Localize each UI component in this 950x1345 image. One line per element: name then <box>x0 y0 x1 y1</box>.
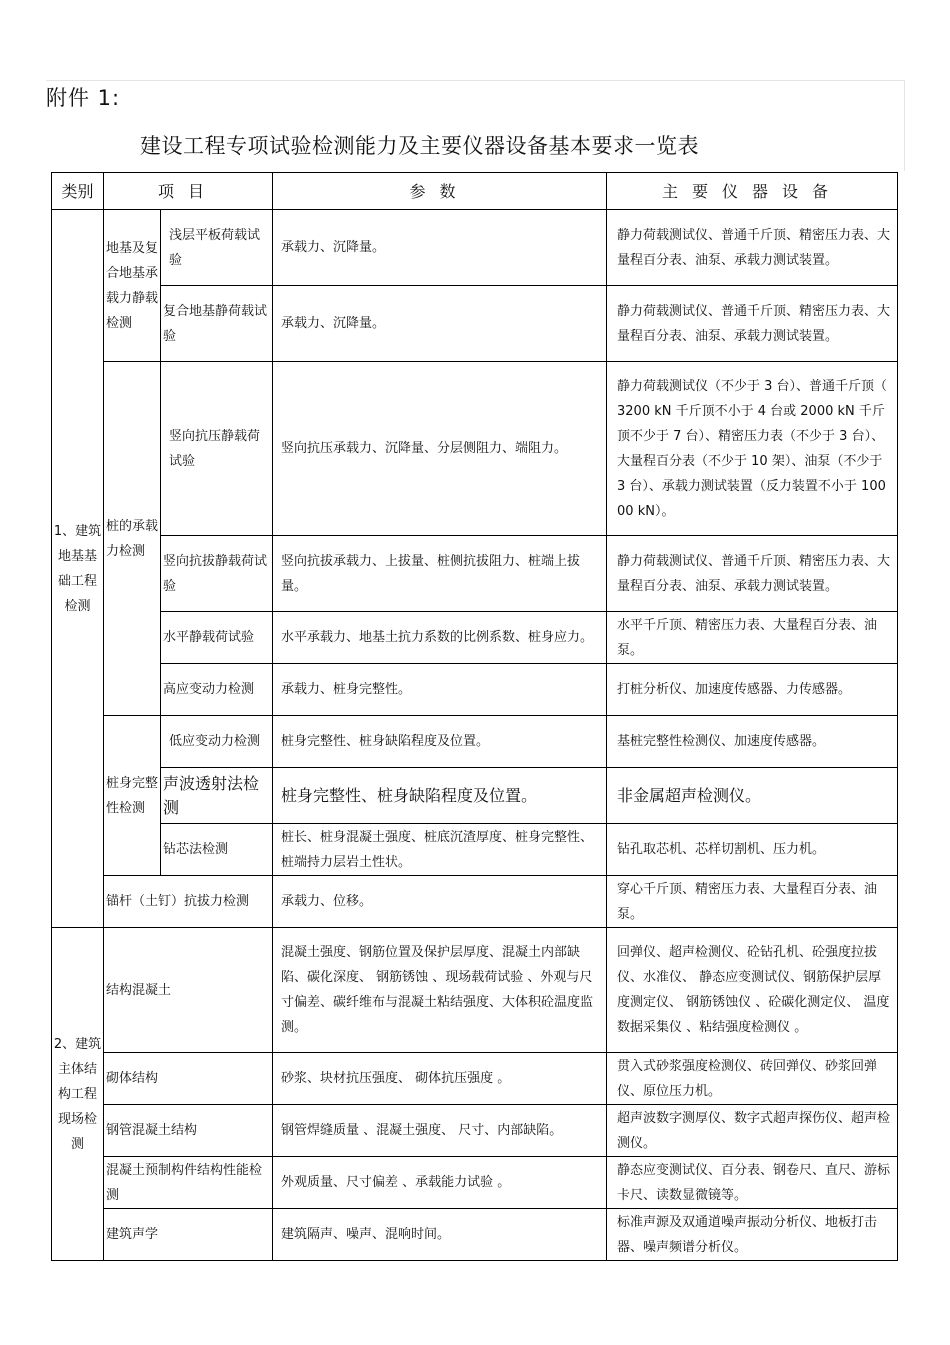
param-cell: 竖向抗拔承载力、上拔量、桩侧抗拔阻力、桩端上拔量。 <box>273 536 607 612</box>
item-cell: 浅层平板荷载试验 <box>161 210 273 286</box>
param-cell: 桩身完整性、桩身缺陷程度及位置。 <box>273 768 607 824</box>
item-cell: 砌体结构 <box>104 1053 273 1105</box>
equipment-cell: 回弹仪、超声检测仪、砼钻孔机、砼强度拉拔仪、水准仪、 静态应变测试仪、钢筋保护层厚度测定仪、 钢筋锈蚀仪 、砼碳化测定仪、 温度数据采集仪 、粘结强度检测仪 。 <box>607 928 898 1053</box>
equipment-cell: 静态应变测试仪、百分表、钢卷尺、直尺、游标卡尺、读数显微镜等。 <box>607 1157 898 1209</box>
item-cell: 声波透射法检测 <box>161 768 273 824</box>
group-foundation-bearing: 地基及复合地基承载力静载检测 <box>104 210 161 362</box>
table-row <box>52 824 898 876</box>
header-item: 项目 <box>104 173 273 210</box>
param-cell: 水平承载力、地基土抗力系数的比例系数、桩身应力。 <box>273 612 607 664</box>
equipment-cell: 静力荷载测试仪、普通千斤顶、精密压力表、大量程百分表、油泵、承载力测试装置。 <box>607 286 898 362</box>
item-cell: 低应变动力检测 <box>161 716 273 768</box>
table-row <box>52 768 898 824</box>
equipment-cell: 超声波数字测厚仪、数字式超声探伤仪、超声检测仪。 <box>607 1105 898 1157</box>
item-cell: 混凝土预制构件结构性能检测 <box>104 1157 273 1209</box>
item-cell: 钢管混凝土结构 <box>104 1105 273 1157</box>
item-cell: 锚杆（土钉）抗拔力检测 <box>104 876 273 928</box>
table-row <box>52 612 898 664</box>
table-row <box>52 928 898 1053</box>
table-row <box>52 1157 898 1209</box>
item-cell: 钻芯法检测 <box>161 824 273 876</box>
equipment-cell: 静力荷载测试仪、普通千斤顶、精密压力表、大量程百分表、油泵、承载力测试装置。 <box>607 536 898 612</box>
document-title: 建设工程专项试验检测能力及主要仪器设备基本要求一览表 <box>140 134 699 158</box>
equipment-cell: 钻孔取芯机、芯样切割机、压力机。 <box>607 824 898 876</box>
param-cell: 桩长、桩身混凝土强度、桩底沉渣厚度、桩身完整性、桩端持力层岩土性状。 <box>273 824 607 876</box>
table-row <box>52 716 898 768</box>
param-cell: 承载力、位移。 <box>273 876 607 928</box>
item-cell: 建筑声学 <box>104 1209 273 1261</box>
category-main-structure: 2、建筑主体结构工程现场检测 <box>52 928 104 1261</box>
header-equipment: 主要仪器设备 <box>607 173 898 210</box>
item-cell: 复合地基静荷载试验 <box>161 286 273 362</box>
param-cell: 钢管焊缝质量 、混凝土强度、 尺寸、内部缺陷。 <box>273 1105 607 1157</box>
item-cell: 高应变动力检测 <box>161 664 273 716</box>
param-cell: 建筑隔声、噪声、混响时间。 <box>273 1209 607 1261</box>
table-row <box>52 1209 898 1261</box>
item-cell: 竖向抗拔静载荷试验 <box>161 536 273 612</box>
item-cell: 竖向抗压静载荷试验 <box>161 362 273 536</box>
item-cell: 水平静载荷试验 <box>161 612 273 664</box>
table-header-row <box>52 173 898 210</box>
param-cell: 砂浆、块材抗压强度、 砌体抗压强度 。 <box>273 1053 607 1105</box>
category-foundation: 1、建筑地基基础工程检测 <box>52 210 104 928</box>
equipment-cell: 静力荷载测试仪（不少于 3 台）、普通千斤顶（ 3200 kN 千斤顶不小于 4 台或 2000 kN 千斤顶不少于 7 台）、精密压力表（不少于 3 台）、大量程百分表（不少于 10 架）、油泵（不少于 3 台）、承载力测试装置（反力装置不小于 10000 kN）。 <box>607 362 898 536</box>
attachment-label: 附件 1: <box>46 86 121 110</box>
param-cell: 承载力、桩身完整性。 <box>273 664 607 716</box>
equipment-cell: 标准声源及双通道噪声振动分析仪、地板打击器、噪声频谱分析仪。 <box>607 1209 898 1261</box>
table-row <box>52 664 898 716</box>
table-row <box>52 210 898 286</box>
group-pile-bearing: 桩的承载力检测 <box>104 362 161 716</box>
equipment-cell: 非金属超声检测仪。 <box>607 768 898 824</box>
item-cell: 结构混凝土 <box>104 928 273 1053</box>
param-cell: 承载力、沉降量。 <box>273 286 607 362</box>
table-row <box>52 1053 898 1105</box>
table-row <box>52 1105 898 1157</box>
equipment-cell: 静力荷载测试仪、普通千斤顶、精密压力表、大量程百分表、油泵、承载力测试装置。 <box>607 210 898 286</box>
requirements-table <box>51 172 898 1261</box>
equipment-cell: 穿心千斤顶、精密压力表、大量程百分表、油泵。 <box>607 876 898 928</box>
equipment-cell: 基桩完整性检测仪、加速度传感器。 <box>607 716 898 768</box>
table-row <box>52 286 898 362</box>
table-row <box>52 362 898 536</box>
param-cell: 承载力、沉降量。 <box>273 210 607 286</box>
table-row <box>52 536 898 612</box>
header-parameters: 参数 <box>273 173 607 210</box>
header-category: 类别 <box>52 173 104 210</box>
group-pile-integrity: 桩身完整性检测 <box>104 716 161 876</box>
param-cell: 竖向抗压承载力、沉降量、分层侧阻力、端阻力。 <box>273 362 607 536</box>
equipment-cell: 打桩分析仪、加速度传感器、力传感器。 <box>607 664 898 716</box>
param-cell: 混凝土强度、钢筋位置及保护层厚度、混凝土内部缺陷、碳化深度、 钢筋锈蚀 、现场载荷试验 、外观与尺寸偏差、碳纤维布与混凝土粘结强度、大体积砼温度监测。 <box>273 928 607 1053</box>
param-cell: 外观质量、尺寸偏差 、承载能力试验 。 <box>273 1157 607 1209</box>
table-row <box>52 876 898 928</box>
equipment-cell: 水平千斤顶、精密压力表、大量程百分表、油泵。 <box>607 612 898 664</box>
equipment-cell: 贯入式砂浆强度检测仪、砖回弹仪、砂浆回弹仪、原位压力机。 <box>607 1053 898 1105</box>
param-cell: 桩身完整性、桩身缺陷程度及位置。 <box>273 716 607 768</box>
